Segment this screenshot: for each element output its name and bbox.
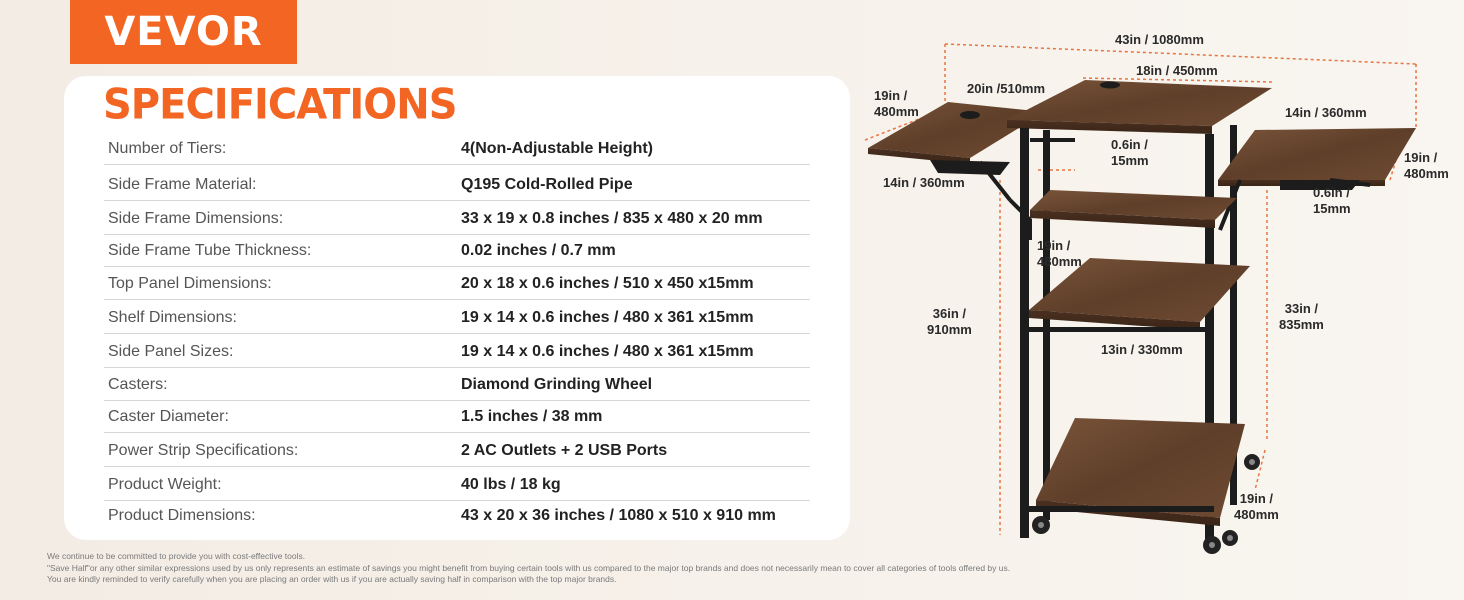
spec-value: 4(Non-Adjustable Height)	[461, 140, 653, 157]
dim-frame-height: 33in / 835mm	[1279, 301, 1324, 332]
spec-row-shelf	[104, 300, 810, 334]
spec-value: 19 x 14 x 0.6 inches / 480 x 361 x15mm	[461, 309, 754, 326]
spec-row-tiers	[104, 131, 810, 165]
spec-row-top-panel	[104, 267, 810, 300]
spec-row-weight	[104, 467, 810, 501]
dim-total-width: 43in / 1080mm	[1115, 32, 1204, 47]
dim-left-panel-depth: 19in / 480mm	[874, 88, 919, 119]
spec-label: Side Frame Material:	[108, 176, 257, 193]
spec-value: Q195 Cold-Rolled Pipe	[461, 176, 633, 193]
dim-top-thickness: 0.6in / 15mm	[1111, 137, 1149, 168]
spec-value: Diamond Grinding Wheel	[461, 376, 653, 393]
vevor-logo: VEVOR	[70, 0, 297, 64]
dim-right-panel-width: 14in / 360mm	[1285, 105, 1367, 120]
spec-label: Side Panel Sizes:	[108, 343, 234, 360]
page-title: SPECIFICATIONS	[103, 80, 457, 130]
disclaimer-line: We continue to be committed to provide you with cost-effective tools.	[47, 551, 306, 561]
spec-value: 19 x 14 x 0.6 inches / 480 x 361 x15mm	[461, 343, 754, 360]
disclaimer	[47, 551, 1147, 586]
shelf-bottom	[1029, 418, 1245, 526]
dim-top-depth: 20in /510mm	[967, 81, 1046, 96]
projector-cart-illustration	[860, 30, 1460, 570]
spec-label: Top Panel Dimensions:	[108, 275, 272, 292]
spec-label: Side Frame Dimensions:	[108, 210, 284, 227]
spec-label: Side Frame Tube Thickness:	[108, 242, 312, 259]
spec-value: 20 x 18 x 0.6 inches / 510 x 450 x15mm	[461, 275, 754, 292]
disclaimer-line: "Save Half"or any other similar expressions used by us only represents an estimate of savings you might benefit from buying certain tools with us compared to the major top brands and does not necessarily mean to cover all categories of tools offered by us.	[47, 562, 1011, 573]
spec-value: 43 x 20 x 36 inches / 1080 x 510 x 910 mm	[461, 507, 776, 524]
spec-label: Caster Diameter:	[108, 408, 229, 425]
spec-label: Casters:	[108, 376, 168, 393]
spec-label: Shelf Dimensions:	[108, 309, 237, 326]
disclaimer-line: You are kindly reminded to verify carefully when you are placing an order with us if you are actually saving half in comparison with the top major brands.	[47, 574, 617, 584]
spec-label: Product Dimensions:	[108, 507, 256, 524]
spec-value: 2 AC Outlets + 2 USB Ports	[461, 442, 668, 459]
spec-row-frame-dimensions	[104, 201, 810, 235]
spec-row-product-dimensions	[104, 501, 810, 531]
spec-value: 33 x 19 x 0.8 inches / 835 x 480 x 20 mm	[461, 210, 763, 227]
spec-label: Product Weight:	[108, 476, 222, 493]
dim-shelf-depth: 19in / 480mm	[1037, 238, 1082, 269]
spec-value: 0.02 inches / 0.7 mm	[461, 242, 616, 259]
dim-right-panel-depth: 19in / 480mm	[1404, 150, 1449, 181]
spec-value: 40 lbs / 18 kg	[461, 476, 561, 493]
spec-value: 1.5 inches / 38 mm	[461, 408, 603, 425]
dim-total-height: 36in / 910mm	[927, 306, 972, 337]
spec-row-side-panel	[104, 334, 810, 368]
spec-label: Number of Tiers:	[108, 140, 227, 157]
spec-row-caster-diameter	[104, 401, 810, 433]
dim-inner-gap: 13in / 330mm	[1101, 342, 1183, 357]
spec-row-material	[104, 165, 810, 201]
spec-label: Power Strip Specifications:	[108, 442, 299, 459]
dim-base-depth: 19in / 480mm	[1234, 491, 1279, 522]
spec-row-tube-thickness	[104, 235, 810, 267]
spec-row-casters	[104, 368, 810, 401]
spec-row-power-strip	[104, 433, 810, 467]
dim-top-width: 18in / 450mm	[1136, 63, 1218, 78]
dim-right-panel-thickness: 0.6in / 15mm	[1313, 185, 1351, 216]
dim-left-panel-width: 14in / 360mm	[883, 175, 965, 190]
